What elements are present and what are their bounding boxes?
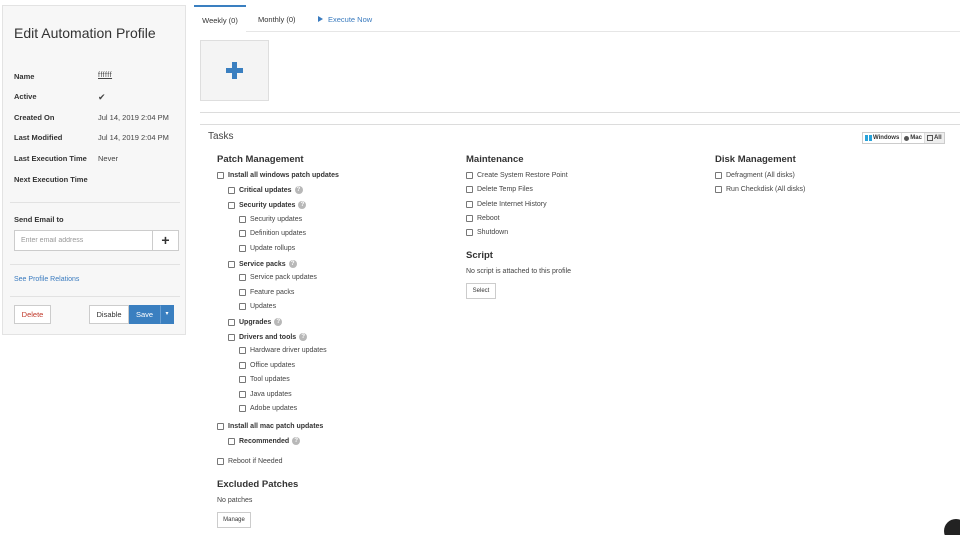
checkbox-label: Install all mac patch updates bbox=[228, 423, 324, 430]
delete-button[interactable]: Delete bbox=[14, 305, 51, 324]
checkbox[interactable] bbox=[239, 274, 246, 281]
checkbox[interactable] bbox=[239, 289, 246, 296]
info-icon[interactable]: ? bbox=[289, 260, 297, 268]
checkbox-label: Tool updates bbox=[250, 376, 290, 383]
task-checkbox-row[interactable] bbox=[228, 318, 282, 326]
windows-icon bbox=[865, 135, 872, 141]
divider bbox=[200, 124, 960, 125]
checkbox[interactable] bbox=[228, 261, 235, 268]
task-checkbox-row[interactable] bbox=[228, 260, 297, 268]
task-checkbox-row[interactable] bbox=[239, 347, 327, 354]
email-input[interactable] bbox=[14, 230, 153, 251]
divider bbox=[10, 264, 180, 265]
task-checkbox-row[interactable] bbox=[239, 274, 317, 281]
task-checkbox-row[interactable] bbox=[239, 245, 295, 252]
checkbox-label: Drivers and tools bbox=[239, 333, 297, 341]
checkbox[interactable] bbox=[228, 334, 235, 341]
schedule-tabs bbox=[194, 5, 960, 32]
page-title: Edit Automation Profile bbox=[14, 25, 156, 41]
task-checkbox-row[interactable] bbox=[228, 437, 300, 445]
add-schedule-button[interactable] bbox=[200, 40, 269, 101]
task-checkbox-row[interactable] bbox=[239, 391, 292, 398]
task-checkbox-row[interactable] bbox=[228, 333, 307, 341]
info-icon[interactable]: ? bbox=[292, 437, 300, 445]
task-checkbox-row[interactable] bbox=[466, 229, 508, 236]
help-icon[interactable] bbox=[944, 519, 960, 535]
task-checkbox-row[interactable] bbox=[239, 405, 297, 412]
disable-button[interactable]: Disable bbox=[89, 305, 129, 324]
field-label: Active bbox=[14, 92, 37, 101]
checkbox[interactable] bbox=[466, 229, 473, 236]
os-filter-all[interactable] bbox=[925, 133, 944, 143]
task-checkbox-row[interactable] bbox=[239, 230, 306, 237]
tab-weekly[interactable]: Weekly (0) bbox=[194, 5, 246, 32]
task-checkbox-row[interactable] bbox=[217, 423, 323, 430]
task-checkbox-row[interactable] bbox=[466, 215, 500, 222]
checkbox-label: Security updates bbox=[250, 216, 303, 223]
task-checkbox-row[interactable] bbox=[466, 172, 568, 179]
add-email-button[interactable]: + bbox=[152, 230, 179, 251]
checkbox[interactable] bbox=[239, 347, 246, 354]
checkbox[interactable] bbox=[466, 186, 473, 193]
checkbox-label: Critical updates bbox=[239, 186, 292, 194]
no-script-text: No script is attached to this profile bbox=[466, 268, 572, 275]
task-checkbox-row[interactable] bbox=[715, 172, 795, 179]
task-checkbox-row[interactable] bbox=[715, 186, 805, 193]
field-label: Created On bbox=[14, 113, 55, 122]
task-checkbox-row[interactable] bbox=[466, 186, 533, 193]
field-label: Last Execution Time bbox=[14, 154, 87, 163]
active-check-icon: ✔ bbox=[98, 92, 106, 102]
checkbox[interactable] bbox=[217, 423, 224, 430]
field-value: Jul 14, 2019 2:04 PM bbox=[98, 113, 169, 122]
task-checkbox-row[interactable] bbox=[239, 289, 294, 296]
os-filter-label: Mac bbox=[910, 135, 922, 141]
checkbox-label: Recommended bbox=[239, 437, 290, 445]
profile-name-link[interactable]: ffffff bbox=[98, 72, 113, 79]
os-filter-label: Windows bbox=[873, 135, 900, 141]
field-value: Jul 14, 2019 2:04 PM bbox=[98, 133, 169, 142]
save-button[interactable]: Save bbox=[129, 305, 160, 324]
tab-monthly[interactable]: Monthly (0) bbox=[258, 15, 296, 24]
task-checkbox-row[interactable] bbox=[466, 201, 547, 208]
patch-management-title: Patch Management bbox=[217, 154, 304, 165]
checkbox-label: Hardware driver updates bbox=[250, 347, 327, 354]
checkbox-label: Delete Internet History bbox=[477, 201, 547, 208]
checkbox-label: Office updates bbox=[250, 362, 296, 369]
play-icon bbox=[318, 16, 323, 22]
task-checkbox-row[interactable] bbox=[239, 376, 290, 383]
checkbox[interactable] bbox=[239, 303, 246, 310]
checkbox-label: Updates bbox=[250, 303, 277, 310]
checkbox[interactable] bbox=[239, 391, 246, 398]
no-patches-text: No patches bbox=[217, 497, 253, 504]
field-label: Next Execution Time bbox=[14, 175, 88, 184]
checkbox[interactable] bbox=[239, 230, 246, 237]
info-icon[interactable]: ? bbox=[274, 318, 282, 326]
tasks-title: Tasks bbox=[208, 131, 234, 142]
excluded-patches-title: Excluded Patches bbox=[217, 479, 299, 490]
checkbox-label: Update rollups bbox=[250, 245, 296, 252]
divider bbox=[10, 296, 180, 297]
os-filter-mac[interactable] bbox=[902, 133, 925, 143]
plus-icon-vertical bbox=[232, 62, 237, 79]
checkbox[interactable] bbox=[228, 438, 235, 445]
task-checkbox-row[interactable] bbox=[228, 201, 306, 209]
script-title: Script bbox=[466, 250, 493, 261]
checkbox[interactable] bbox=[228, 202, 235, 209]
checkbox[interactable] bbox=[715, 172, 722, 179]
checkbox[interactable] bbox=[466, 172, 473, 179]
checkbox-label: Shutdown bbox=[477, 229, 509, 236]
checkbox-label: Create System Restore Point bbox=[477, 172, 568, 179]
checkbox-label: Feature packs bbox=[250, 289, 295, 296]
checkbox-label: Adobe updates bbox=[250, 405, 298, 412]
task-checkbox-row[interactable] bbox=[217, 458, 282, 465]
checkbox-label: Install all windows patch updates bbox=[228, 172, 339, 179]
checkbox-label: Run Checkdisk (All disks) bbox=[726, 186, 806, 193]
checkbox[interactable] bbox=[217, 172, 224, 179]
task-checkbox-row[interactable] bbox=[228, 186, 303, 194]
task-checkbox-row[interactable] bbox=[217, 172, 339, 179]
field-value: Never bbox=[98, 154, 119, 163]
os-filter bbox=[862, 132, 945, 144]
field-label: Name bbox=[14, 72, 35, 81]
checkbox[interactable] bbox=[228, 319, 235, 326]
checkbox[interactable] bbox=[715, 186, 722, 193]
apple-icon bbox=[904, 136, 909, 141]
execute-now-label: Execute Now bbox=[328, 15, 373, 24]
task-checkbox-row[interactable] bbox=[239, 362, 295, 369]
info-icon[interactable]: ? bbox=[299, 333, 307, 341]
checkbox[interactable] bbox=[239, 245, 246, 252]
info-icon[interactable]: ? bbox=[298, 201, 306, 209]
field-label: Last Modified bbox=[14, 133, 63, 142]
profile-relations-link[interactable]: See Profile Relations bbox=[14, 276, 80, 283]
maintenance-title: Maintenance bbox=[466, 154, 524, 165]
checkbox-label: Upgrades bbox=[239, 318, 272, 326]
profile-panel bbox=[2, 5, 186, 335]
divider bbox=[200, 112, 960, 113]
checkbox-label: Service pack updates bbox=[250, 274, 317, 281]
execute-now-button[interactable] bbox=[318, 15, 372, 24]
save-options-caret-icon[interactable]: ▾ bbox=[160, 305, 174, 324]
checkbox-label: Reboot bbox=[477, 215, 500, 222]
checkbox[interactable] bbox=[239, 405, 246, 412]
checkbox-label: Defragment (All disks) bbox=[726, 172, 795, 179]
checkbox[interactable] bbox=[466, 201, 473, 208]
manage-button[interactable]: Manage bbox=[217, 512, 251, 528]
send-email-label: Send Email to bbox=[14, 215, 64, 224]
disk-management-title: Disk Management bbox=[715, 154, 796, 165]
checkbox-label: Security updates bbox=[239, 201, 296, 209]
os-filter-windows[interactable] bbox=[863, 133, 902, 143]
checkbox-label: Service packs bbox=[239, 260, 286, 268]
divider bbox=[10, 202, 180, 203]
task-checkbox-row[interactable] bbox=[239, 303, 276, 310]
checkbox-label: Reboot if Needed bbox=[228, 458, 283, 465]
task-checkbox-row[interactable] bbox=[239, 216, 302, 223]
select-script-button[interactable]: Select bbox=[466, 283, 496, 299]
checkbox[interactable] bbox=[239, 362, 246, 369]
checkbox[interactable] bbox=[217, 458, 224, 465]
info-icon[interactable]: ? bbox=[295, 186, 303, 194]
checkbox-label: Delete Temp Files bbox=[477, 186, 533, 193]
checkbox-label: Definition updates bbox=[250, 230, 307, 237]
checkbox[interactable] bbox=[466, 215, 473, 222]
checkbox-label: Java updates bbox=[250, 391, 292, 398]
os-filter-label: All bbox=[933, 135, 942, 141]
checkbox[interactable] bbox=[239, 216, 246, 223]
checkbox[interactable] bbox=[239, 376, 246, 383]
all-icon bbox=[927, 135, 933, 141]
checkbox[interactable] bbox=[228, 187, 235, 194]
